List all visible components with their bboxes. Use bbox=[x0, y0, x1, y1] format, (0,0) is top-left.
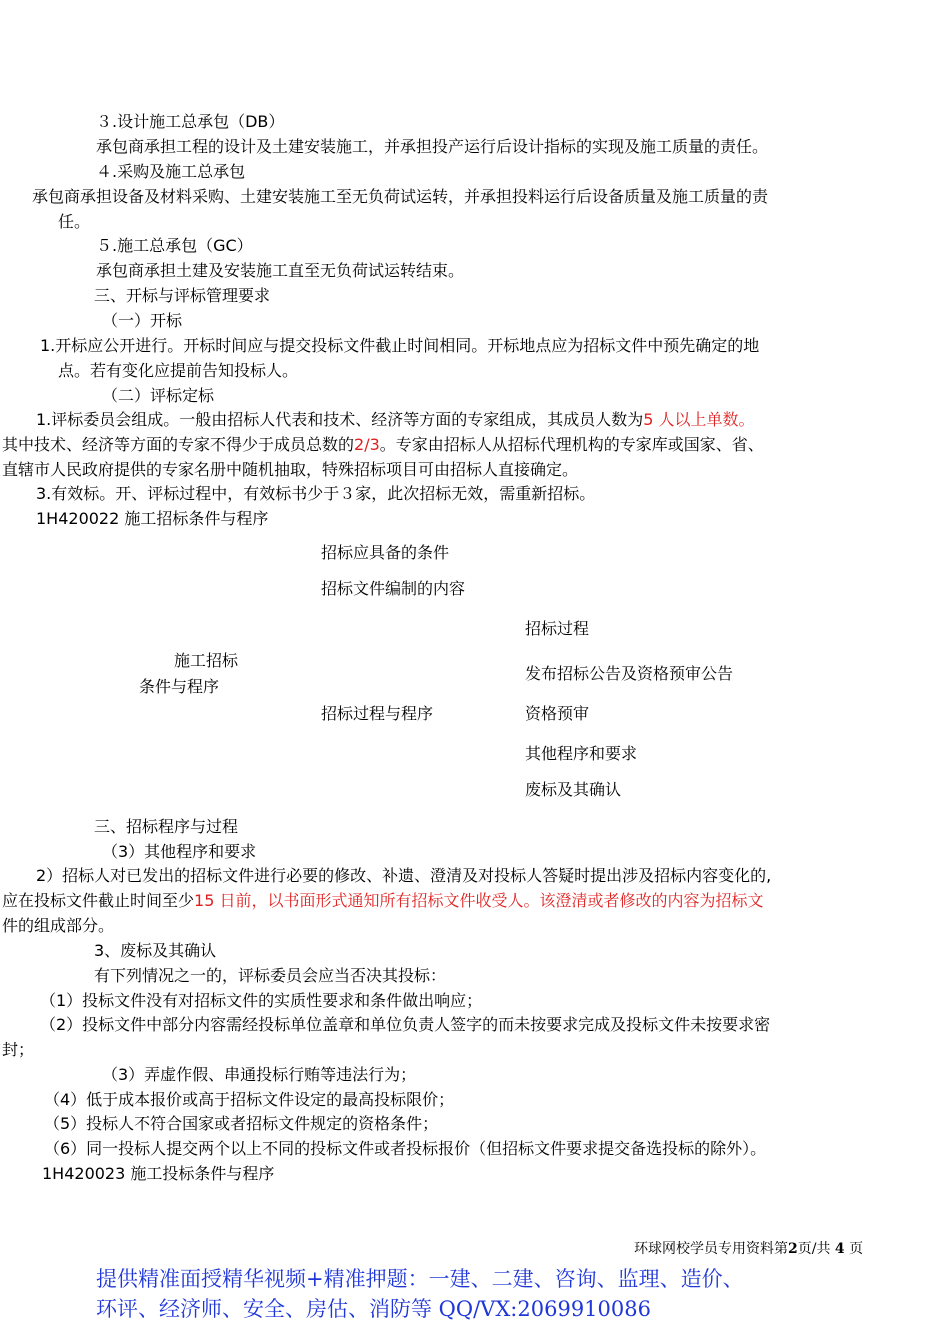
page-footer bbox=[634, 1238, 863, 1258]
subsection-heading: （二）评标定标 bbox=[102, 386, 215, 405]
section-heading: ５.施工总承包（GC） bbox=[96, 236, 253, 255]
footer-text: 页/共 bbox=[797, 1241, 831, 1257]
tree-leaf: 废标及其确认 bbox=[525, 780, 622, 799]
subsection-heading: （3）其他程序和要求 bbox=[102, 842, 257, 861]
paragraph: 2）招标人对已发出的招标文件进行必要的修改、补遗、澄清及对投标人答疑时提出涉及招标内容变化的, bbox=[36, 866, 772, 885]
footer-text: 页 bbox=[849, 1241, 864, 1257]
paragraph: 承包商承担工程的设计及土建安装施工，并承担投产运行后设计指标的实现及施工质量的责任。 bbox=[96, 137, 769, 156]
paragraph bbox=[2, 891, 763, 911]
list-item: （5）投标人不符合国家或者招标文件规定的资格条件； bbox=[44, 1114, 439, 1133]
tree-leaf: 资格预审 bbox=[525, 704, 590, 723]
paragraph: 件的组成部分。 bbox=[2, 916, 115, 935]
promo-line: 提供精准面授精华视频+精准押题：一建、二建、咨询、监理、造价、 bbox=[96, 1267, 744, 1291]
tree-leaf: 招标过程 bbox=[525, 619, 590, 638]
emphasis-text: 15 日前，以书面形式通知所有招标文件收受人。该澄清或者修改的内容为招标文 bbox=[194, 891, 764, 910]
paragraph bbox=[36, 410, 755, 430]
list-item: （2）投标文件中部分内容需经投标单位盖章和单位负责人签字的而未按要求完成及投标文件未按要求密 bbox=[40, 1015, 771, 1034]
paragraph: 1.开标应公开进行。开标时间应与提交投标文件截止时间相同。开标地点应为招标文件中预先确定的地 bbox=[40, 336, 760, 355]
footer-text: 环球网校学员专用资料第 bbox=[634, 1241, 788, 1257]
tree-leaf: 其他程序和要求 bbox=[525, 744, 638, 763]
page-number: 2 bbox=[788, 1241, 798, 1257]
list-item: （4）低于成本报价或高于招标文件设定的最高投标限价； bbox=[44, 1090, 455, 1109]
paragraph: 直辖市人民政府提供的专家名册中随机抽取，特殊招标项目可由招标人直接确定。 bbox=[2, 460, 579, 479]
text-run: 其中技术、经济等方面的专家不得少于成员总数的 bbox=[2, 435, 355, 454]
tree-branch: 招标过程与程序 bbox=[321, 704, 434, 723]
subsection-heading: （一）开标 bbox=[102, 311, 183, 330]
text-run: 。专家由招标人从招标代理机构的专家库或国家、省、 bbox=[379, 435, 764, 454]
paragraph: 有下列情况之一的，评标委员会应当否决其投标： bbox=[94, 966, 447, 985]
page-total: 4 bbox=[834, 1241, 845, 1257]
subsection-heading: 3、废标及其确认 bbox=[94, 941, 217, 960]
section-heading: 三、招标程序与过程 bbox=[94, 817, 239, 836]
paragraph: 承包商承担土建及安装施工直至无负荷试运转结束。 bbox=[96, 261, 465, 280]
list-item: 封； bbox=[2, 1040, 35, 1059]
list-item: （6）同一投标人提交两个以上不同的投标文件或者投标报价（但招标文件要求提交备选投标的除外）。 bbox=[44, 1139, 767, 1158]
paragraph: 点。若有变化应提前告知投标人。 bbox=[58, 361, 299, 380]
section-heading: ４.采购及施工总承包 bbox=[96, 162, 246, 181]
section-heading: 三、开标与评标管理要求 bbox=[94, 286, 271, 305]
paragraph: 任。 bbox=[58, 212, 91, 231]
text-run: 1.评标委员会组成。一般由招标人代表和技术、经济等方面的专家组成，其成员人数为 bbox=[36, 410, 644, 429]
section-heading: ３.设计施工总承包（DB） bbox=[96, 112, 285, 131]
paragraph bbox=[2, 435, 764, 455]
tree-branch: 招标应具备的条件 bbox=[321, 543, 450, 562]
list-item: （1）投标文件没有对招标文件的实质性要求和条件做出响应； bbox=[40, 991, 483, 1010]
tree-branch: 招标文件编制的内容 bbox=[321, 579, 466, 598]
list-item: （3）弄虚作假、串通投标行贿等违法行为； bbox=[102, 1065, 417, 1084]
paragraph: 承包商承担设备及材料采购、土建安装施工至无负荷试运转，并承担投料运行后设备质量及施工质量的责 bbox=[32, 187, 769, 206]
tree-root-label: 施工招标 bbox=[174, 651, 239, 670]
emphasis-text: 2/3 bbox=[354, 435, 380, 454]
section-code-heading: 1H420022 施工招标条件与程序 bbox=[36, 509, 269, 528]
section-code-heading: 1H420023 施工投标条件与程序 bbox=[42, 1164, 275, 1183]
emphasis-text: 5 人以上单数。 bbox=[643, 410, 755, 429]
paragraph: 3.有效标。开、评标过程中，有效标书少于３家，此次招标无效，需重新招标。 bbox=[36, 484, 596, 503]
tree-root-label: 条件与程序 bbox=[139, 677, 220, 696]
promo-line: 环评、经济师、安全、房估、消防等 QQ/VX:2069910086 bbox=[96, 1297, 651, 1321]
text-run: 应在投标文件截止时间至少 bbox=[2, 891, 195, 910]
tree-leaf: 发布招标公告及资格预审公告 bbox=[525, 664, 734, 683]
